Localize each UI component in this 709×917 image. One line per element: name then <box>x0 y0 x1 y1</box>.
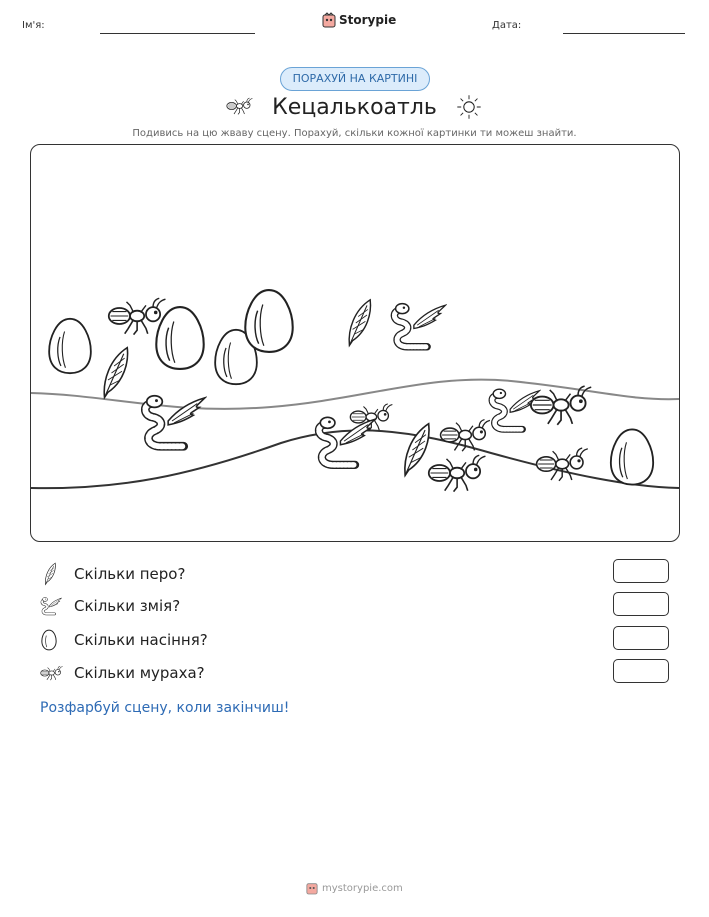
serpent-icon <box>487 385 541 435</box>
page-title: Кецалькоатль <box>272 95 437 120</box>
instructions: Подивись на цю жваву сцену. Порахуй, скільки кожної картинки ти можеш знайти. <box>132 128 577 139</box>
question-label: Скільки мураха? <box>74 664 205 682</box>
ant-icon <box>107 295 169 337</box>
answer-box-seed[interactable] <box>613 626 669 650</box>
ant-icon <box>439 417 493 453</box>
seed-icon <box>40 629 58 651</box>
ant-icon <box>427 451 489 495</box>
footer-site[interactable]: mystorypie.com <box>322 882 403 894</box>
question-feather <box>40 562 185 586</box>
egg-icon <box>609 426 655 488</box>
question-ant <box>40 661 205 685</box>
scene-frame <box>30 144 680 542</box>
serpent-icon <box>389 297 447 355</box>
coloring-instruction: Розфарбуй сцену, коли закінчиш! <box>40 700 290 716</box>
storypie-icon <box>306 881 318 895</box>
serpent-icon <box>40 595 62 617</box>
question-label: Скільки перо? <box>74 565 186 583</box>
feather-icon <box>343 297 375 349</box>
answer-box-ant[interactable] <box>613 659 669 683</box>
egg-icon <box>47 317 93 375</box>
feather-icon <box>40 562 60 586</box>
question-label: Скільки насіння? <box>74 631 208 649</box>
brand-logo <box>322 12 396 28</box>
footer <box>306 881 403 895</box>
feather-icon <box>97 345 133 401</box>
serpent-icon <box>313 409 377 475</box>
name-line[interactable] <box>100 33 255 34</box>
question-label: Скільки змія? <box>74 597 181 615</box>
egg-icon <box>243 288 295 354</box>
activity-badge: ПОРАХУЙ НА КАРТИНІ <box>280 67 430 91</box>
feather-icon <box>397 421 435 479</box>
question-serpent <box>40 594 180 618</box>
storypie-icon <box>322 12 336 28</box>
answer-box-serpent[interactable] <box>613 592 669 616</box>
ant-icon <box>40 664 64 682</box>
sun-icon <box>456 94 482 120</box>
ant-icon <box>535 445 591 483</box>
name-label: Ім'я: <box>22 20 45 31</box>
question-seed <box>40 628 208 652</box>
date-line[interactable] <box>563 33 685 34</box>
date-label: Дата: <box>492 20 522 31</box>
serpent-icon <box>139 385 207 459</box>
brand-name: Storypie <box>339 13 397 27</box>
answer-box-feather[interactable] <box>613 559 669 583</box>
